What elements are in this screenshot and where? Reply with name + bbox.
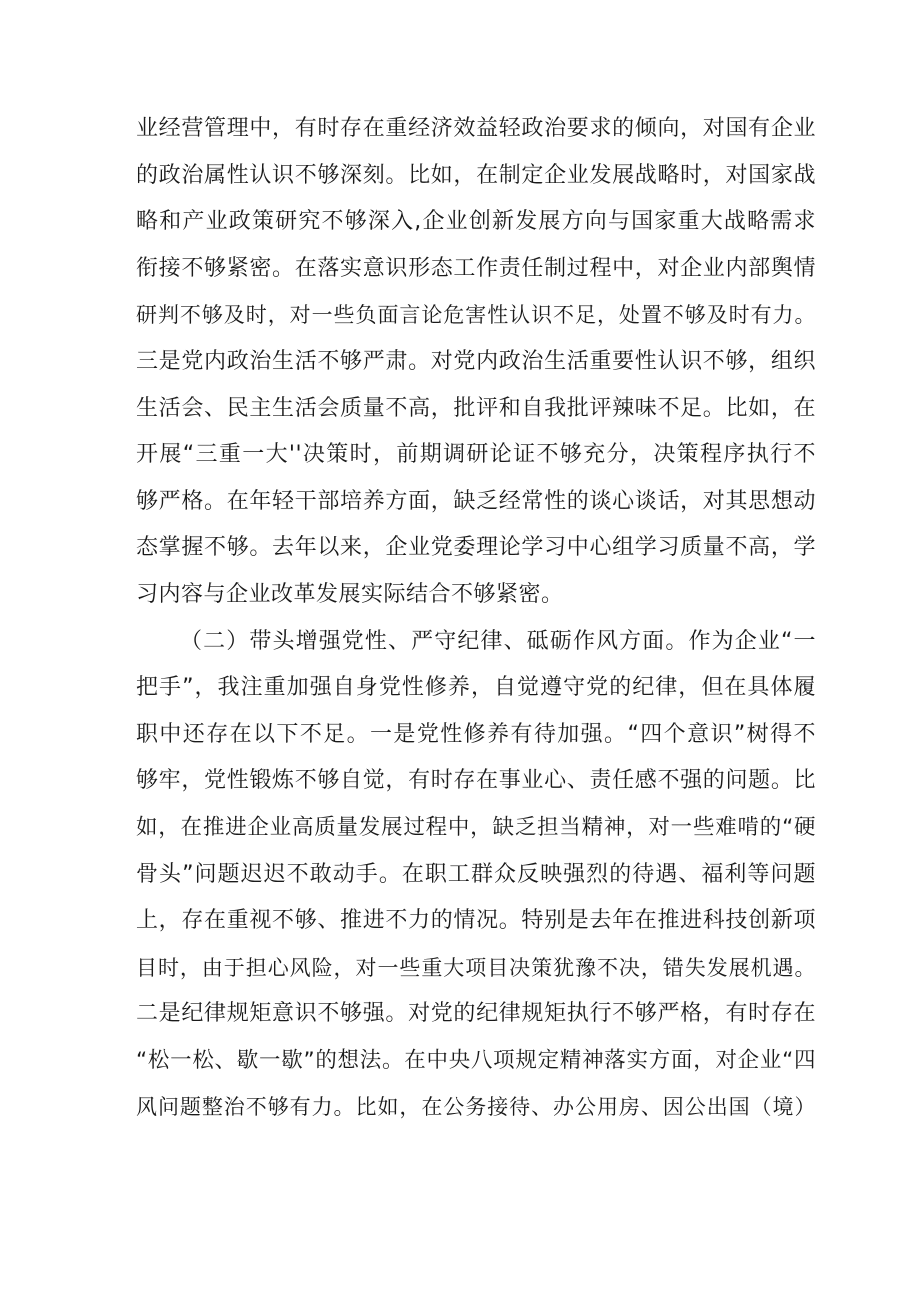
text-line: 风问题整治不够有力。比如，在公务接待、办公用房、因公出国（境） <box>136 1095 816 1120</box>
text-line: 目时，由于担心风险，对一些重大项目决策犹豫不决，错失发展机遇。 <box>136 955 816 980</box>
text-line: 略和产业政策研究不够深入,企业创新发展方向与国家重大战略需求 <box>136 209 816 235</box>
text-line: 够牢，党性锻炼不够自觉，有时存在事业心、责任感不强的问题。比 <box>136 768 816 794</box>
section-heading-line: （二）带头增强党性、严守纪律、砥砺作风方面。作为企业“一 <box>180 628 816 654</box>
text-line: 如，在推进企业高质量发展过程中，缺乏担当精神，对一些难啃的“硬 <box>136 814 816 840</box>
text-line: 态掌握不够。去年以来，企业党委理论学习中心组学习质量不高，学 <box>136 535 816 561</box>
text-line: 上，存在重视不够、推进不力的情况。特别是去年在推进科技创新项 <box>136 908 816 934</box>
text-line: 生活会、民主生活会质量不高，批评和自我批评辣味不足。比如，在 <box>136 395 816 421</box>
text-line: 把手”，我注重加强自身党性修养，自觉遵守党的纪律，但在具体履 <box>136 675 816 701</box>
text-line: 职中还存在以下不足。一是党性修养有待加强。“四个意识”树得不 <box>136 721 816 747</box>
text-line: 三是党内政治生活不够严肃。对党内政治生活重要性认识不够，组织 <box>136 348 816 374</box>
text-line: 开展“三重一大''决策时，前期调研论证不够充分，决策程序执行不 <box>136 442 816 468</box>
text-line: 研判不够及时，对一些负面言论危害性认识不足，处置不够及时有力。 <box>136 303 816 328</box>
text-line: 骨头”问题迟迟不敢动手。在职工群众反映强烈的待遇、福利等问题 <box>136 861 816 887</box>
text-line: 习内容与企业改革发展实际结合不够紧密。 <box>136 581 564 607</box>
text-line: 衔接不够紧密。在落实意识形态工作责任制过程中，对企业内部舆情 <box>136 255 816 281</box>
body-text <box>136 106 816 1131</box>
text-line: “松一松、歇一歇”的想法。在中央八项规定精神落实方面，对企业“四 <box>136 1047 816 1073</box>
text-line: 够严格。在年轻干部培养方面，缺乏经常性的谈心谈话，对其思想动 <box>136 488 816 514</box>
text-line: 业经营管理中，有时存在重经济效益轻政治要求的倾向，对国有企业 <box>136 116 816 141</box>
text-line: 二是纪律规矩意识不够强。对党的纪律规矩执行不够严格，有时存在 <box>136 1001 816 1027</box>
text-line: 的政治属性认识不够深刻。比如，在制定企业发展战略时，对国家战 <box>136 162 816 188</box>
